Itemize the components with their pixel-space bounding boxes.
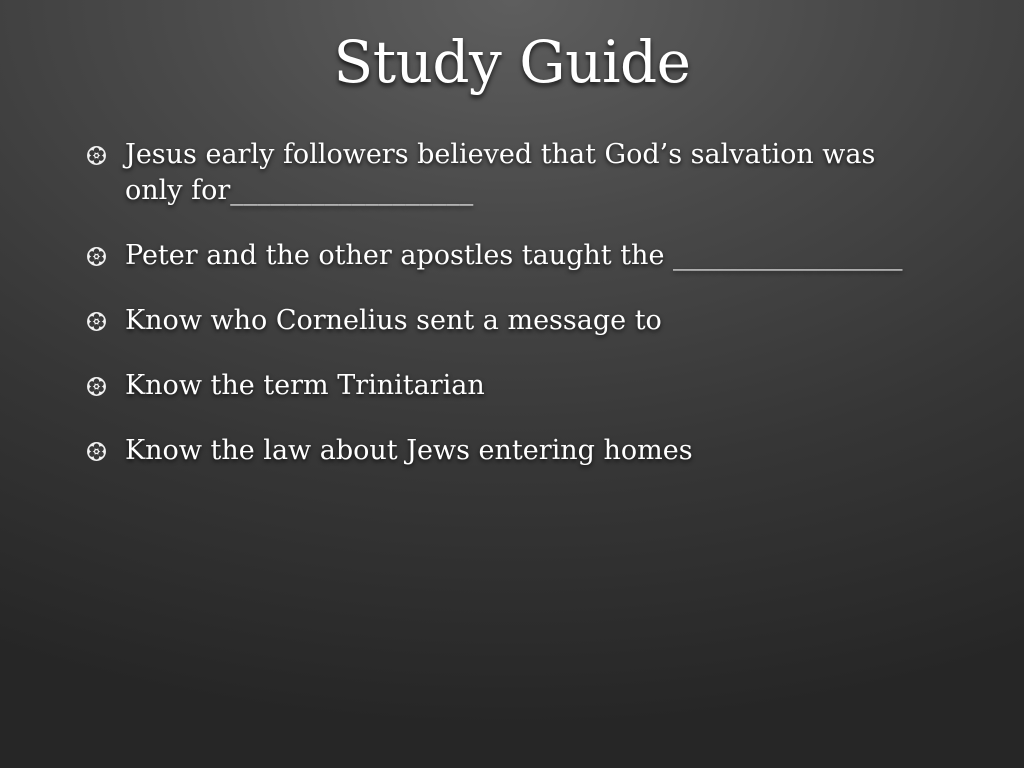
bullet-item [86, 238, 926, 274]
bullet-item [86, 368, 926, 404]
bullet-item [86, 303, 926, 339]
bullet-list [86, 137, 926, 469]
reel-bullet-icon [86, 376, 107, 397]
bullet-text: Know the law about Jews entering homes [125, 435, 693, 466]
bullet-text: Peter and the other apostles taught the _________________ [125, 240, 903, 271]
bullet-item [86, 137, 926, 209]
reel-bullet-icon [86, 311, 107, 332]
bullet-text: Jesus early followers believed that God’s salvation was only for__________________ [125, 139, 876, 206]
bullet-text: Know who Cornelius sent a message to [125, 305, 662, 336]
slide-title: Study Guide [333, 28, 691, 96]
reel-bullet-icon [86, 145, 107, 166]
bullet-text: Know the term Trinitarian [125, 370, 485, 401]
reel-bullet-icon [86, 441, 107, 462]
bullet-item [86, 433, 926, 469]
reel-bullet-icon [86, 246, 107, 267]
